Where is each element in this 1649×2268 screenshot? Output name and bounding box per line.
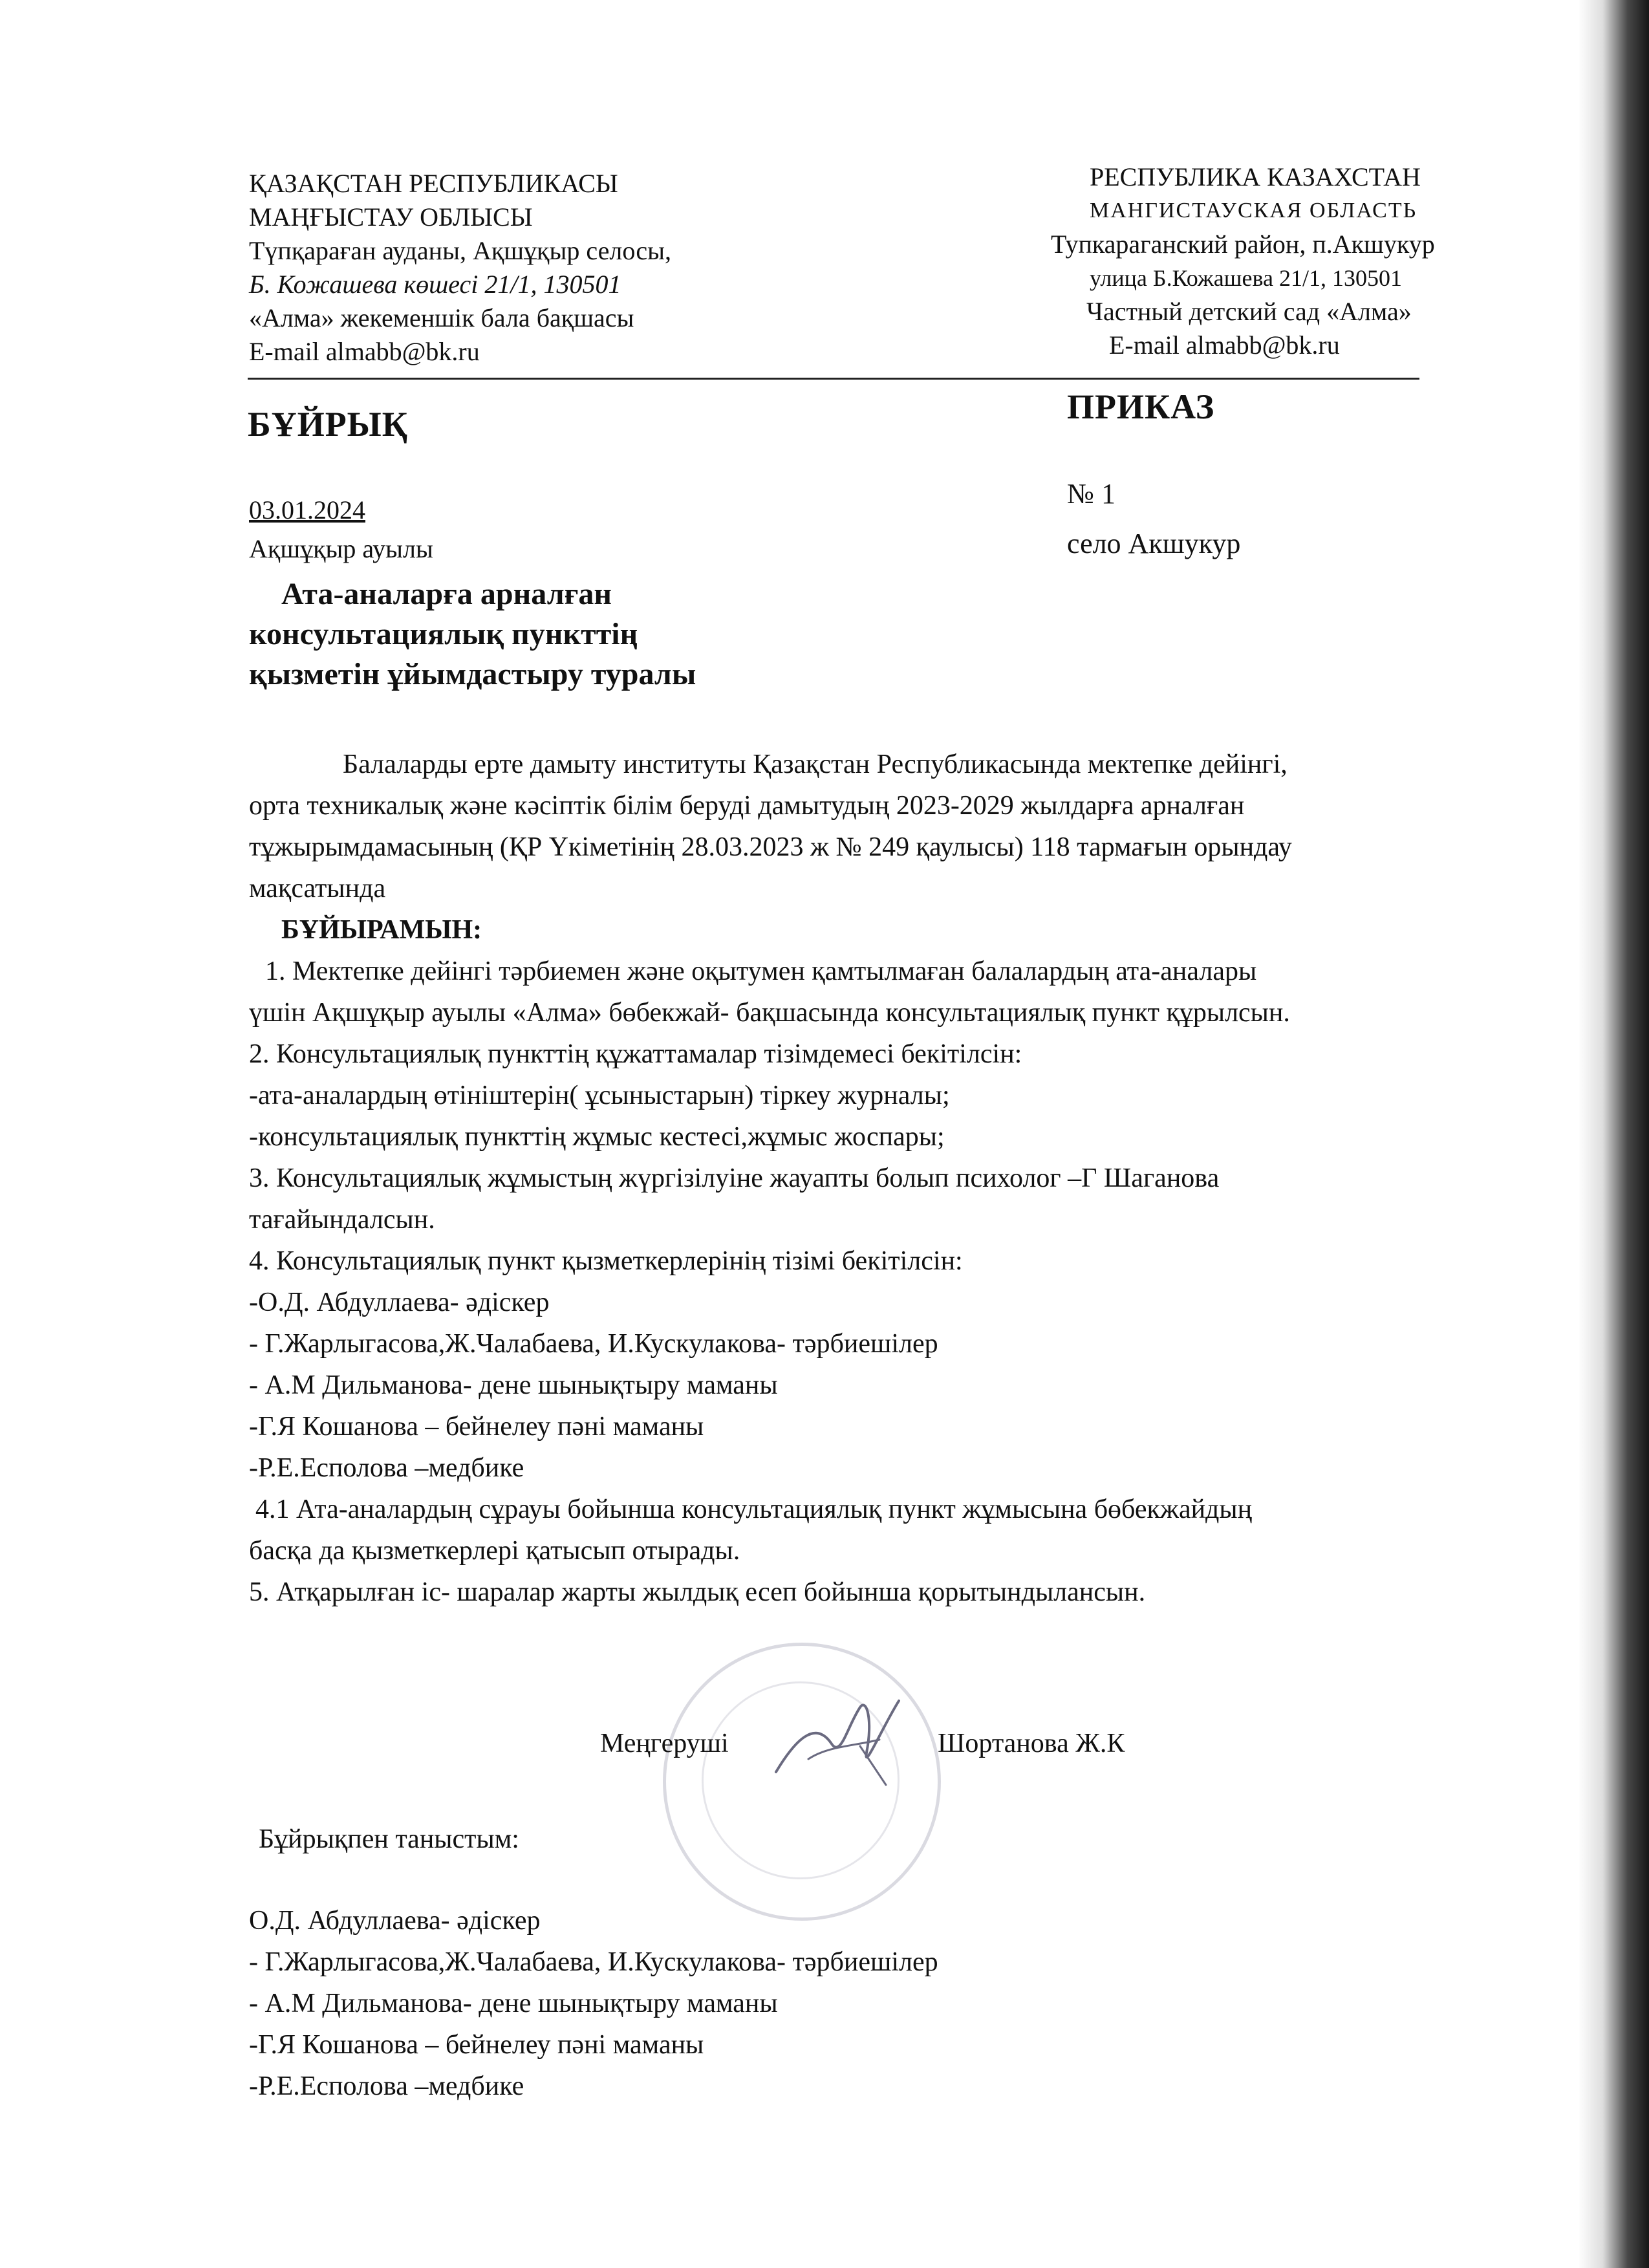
acknowledgement-item: - Г.Жарлыгасова,Ж.Чалабаева, И.Кускулакова- тәрбиешілер — [249, 1947, 938, 1977]
header-kz — [249, 167, 671, 369]
acknowledgement-item: О.Д. Абдуллаева- әдіскер — [249, 1906, 541, 1936]
paragraph-5: 5. Атқарылған іс- шаралар жарты жылдық есеп бойынша қорытындылансын. — [249, 1577, 1146, 1607]
header-ru-line6: E-mail almabb@bk.ru — [1109, 330, 1340, 360]
order-number: № 1 — [1067, 478, 1116, 510]
header-kz-line5: «Алма» жекеменшік бала бақшасы — [249, 303, 634, 332]
paragraph-4-1-line2: басқа да қызметкерлері қатысып отырады. — [249, 1536, 740, 1566]
paragraph-4-item-e: -Р.Е.Есполова –медбике — [249, 1453, 524, 1483]
signature-name: Шортанова Ж.К — [938, 1729, 1125, 1758]
order-date: 03.01.2024 — [249, 495, 365, 524]
order-title-ru: ПРИКАЗ — [1067, 387, 1215, 426]
paragraph-3-line1: 3. Консультациялық жұмыстың жүргізілуіне жауапты болып психолог –Г Шаганова — [249, 1163, 1220, 1193]
acknowledgement-list — [249, 1900, 938, 2107]
paragraph-3-line2: тағайындалсын. — [249, 1205, 435, 1235]
header-divider — [248, 378, 1419, 380]
header-ru-line1: РЕСПУБЛИКА КАЗАХСТАН — [1090, 162, 1421, 191]
order-place-kz: Ақшұқыр ауылы — [249, 534, 433, 563]
header-kz-line2: МАҢҒЫСТАУ ОБЛЫСЫ — [249, 202, 533, 232]
order-command: БҰЙЫРАМЫН: — [281, 915, 482, 945]
header-kz-line6: E-mail almabb@bk.ru — [249, 337, 480, 366]
acknowledgement-item: -Р.Е.Есполова –медбике — [249, 2071, 524, 2101]
paragraph-1-line1: 1. Мектепке дейінгі тәрбиемен және оқытумен қамтылмаған балалардың ата-аналары — [265, 956, 1257, 986]
order-title-kz: БҰЙРЫҚ — [248, 405, 408, 444]
subject-line3: қызметін ұйымдастыру туралы — [249, 657, 696, 691]
header-kz-line1: ҚАЗАҚСТАН РЕСПУБЛИКАСЫ — [249, 169, 618, 198]
subject-line2: консультациялық пункттің — [249, 617, 638, 651]
paragraph-4-item-d: -Г.Я Кошанова – бейнелеу пәні маманы — [249, 1412, 704, 1442]
acknowledgement-item: -Г.Я Кошанова – бейнелеу пәні маманы — [249, 2030, 704, 2060]
signature-role: Меңгеруші — [600, 1729, 729, 1758]
header-ru-line2: МАНГИСТАУСКАЯ ОБЛАСТЬ — [1090, 199, 1417, 222]
acknowledgement-heading: Бұйрықпен таныстым: — [259, 1824, 519, 1854]
intro-line3: тұжырымдамасының (ҚР Үкіметінің 28.03.2023 ж № 249 қаулысы) 118 тармағын орындау — [249, 832, 1292, 862]
paragraph-2-item-a: -ата-аналардың өтініштерін( ұсыныстарын) тіркеу журналы; — [249, 1081, 950, 1110]
header-ru-line3: Тупкараганский район, п.Акшукур — [1051, 230, 1435, 259]
intro-line1: Балаларды ерте дамыту институты Қазақстан Республикасында мектепке дейінгі, — [343, 750, 1288, 779]
scan-edge-shadow — [1578, 0, 1649, 2268]
subject-line1: Ата-аналарға арналған — [281, 577, 612, 611]
acknowledgement-item: - А.М Дильманова- дене шынықтыру маманы — [249, 1989, 778, 2018]
order-place-ru: село Акшукур — [1067, 528, 1241, 559]
intro-line4: мақсатында — [249, 874, 386, 903]
intro-line2: орта техникалық және кәсіптік білім беруді дамытудың 2023-2029 жылдарға арналған — [249, 791, 1245, 821]
header-kz-line4: Б. Кожашева көшесі 21/1, 130501 — [249, 270, 621, 299]
paragraph-4-item-c: - А.М Дильманова- дене шынықтыру маманы — [249, 1370, 778, 1400]
paragraph-4-item-a: -О.Д. Абдуллаева- әдіскер — [249, 1288, 550, 1317]
paragraph-4-item-b: - Г.Жарлыгасова,Ж.Чалабаева, И.Кускулакова- тәрбиешілер — [249, 1329, 938, 1359]
paragraph-2-item-b: -консультациялық пункттің жұмыс кестесі,жұмыс жоспары; — [249, 1122, 945, 1152]
order-subject — [249, 574, 696, 695]
paragraph-4: 4. Консультациялық пункт қызметкерлерінің тізімі бекітілсін: — [249, 1246, 963, 1276]
header-ru-line4: улица Б.Кожашева 21/1, 130501 — [1090, 265, 1402, 291]
paragraph-4-1-line1: 4.1 Ата-аналардың сұрауы бойынша консультациялық пункт жұмысына бөбекжайдың — [255, 1495, 1253, 1524]
header-ru-line5: Частный детский сад «Алма» — [1086, 297, 1412, 326]
header-kz-line3: Түпқараған ауданы, Ақшұқыр селосы, — [249, 236, 671, 265]
header-ru — [1051, 160, 1503, 362]
paragraph-1-line2: үшін Ақшұқыр ауылы «Алма» бөбекжай- бақшасында консультациялық пункт құрылсын. — [249, 998, 1290, 1028]
handwritten-signature — [770, 1681, 912, 1791]
paragraph-2: 2. Консультациялық пункттің құжаттамалар тізімдемесі бекітілсін: — [249, 1039, 1022, 1069]
